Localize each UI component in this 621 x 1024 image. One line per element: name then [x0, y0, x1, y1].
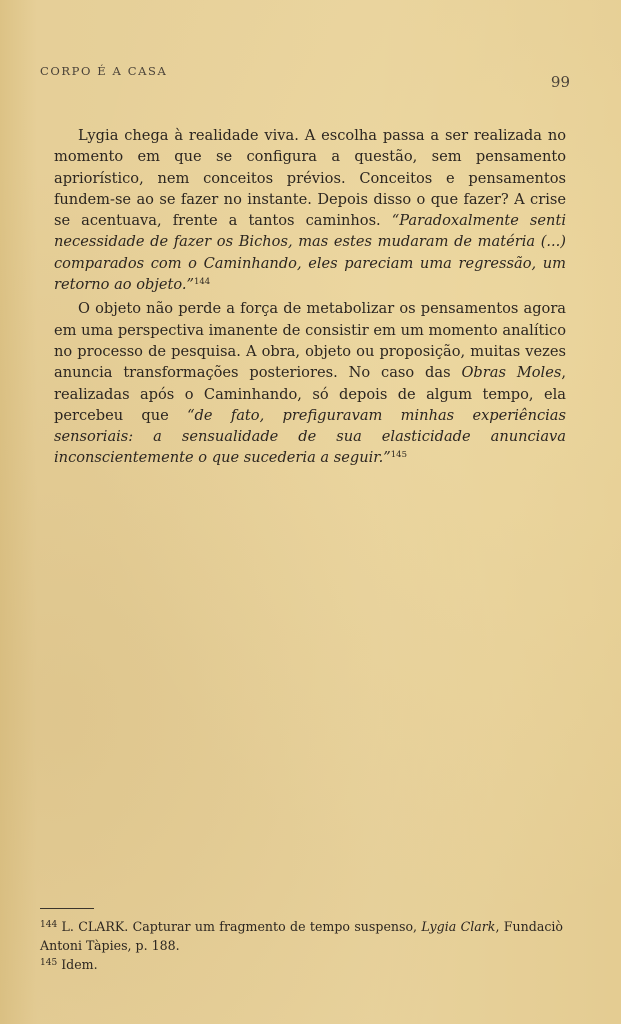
paragraph-2-quote: “de fato, prefiguravam minhas experiências sensoriais: a sensualidade de sua elasticidade anunciava inconscientemente o que sucederia a seguir.” — [54, 406, 566, 467]
footnote-ref-145[interactable]: 145 — [390, 450, 407, 461]
paragraph-1-quote: “Paradoxalmente senti necessidade de fazer os Bichos, mas estes mudaram de matéria (...) comparados com o Caminhando, eles pareciam uma regressão, um retorno ao objeto.” — [54, 212, 566, 294]
paragraph-2 — [54, 298, 566, 468]
footnote-book-title: Lygia Clark — [421, 919, 496, 934]
body-text — [54, 125, 566, 469]
paragraph-1-text: Lygia chega à realidade viva. A escolha passa a ser realizada no momento em que se configura a questão, sem pensamento apriorístico, nem conceitos prévios. Conceitos e pensamentos fundem-se ao se fazer no instante. Depois disso o que fazer? A crise se acentuava, frente a tantos caminhos. — [54, 127, 566, 230]
footnote-text: Idem. — [57, 957, 98, 972]
paragraph-2-work-title: Obras Moles — [461, 364, 562, 382]
footnote-number: 145 — [40, 958, 58, 968]
page-number: 99 — [550, 73, 570, 91]
footnote-ref-144[interactable]: 144 — [193, 277, 211, 288]
paragraph-1 — [54, 125, 566, 295]
footnotes — [40, 917, 563, 974]
footnote-145 — [40, 955, 563, 974]
footnote-divider — [40, 908, 94, 909]
paragraph-2-text-b: , realizadas após o Caminhando, só depois de algum tempo, ela percebeu que — [54, 364, 566, 424]
paragraph-2-text-a: O objeto não perde a força de metabolizar os pensamentos agora em uma perspectiva imanente de consistir em um momento analítico no processo de pesquisa. A obra, objeto ou proposição, muitas vezes anuncia transformações posteriores. No caso das — [54, 300, 566, 382]
footnote-text-end: , Fundaciò Antoni Tàpies, p. 188. — [40, 919, 563, 953]
footnote-number: 144 — [40, 920, 58, 930]
running-head: CORPO É A CASA — [40, 64, 168, 78]
footnote-text: L. CLARK. Capturar um fragmento de tempo suspenso, — [57, 919, 422, 934]
footnote-144 — [40, 917, 563, 955]
